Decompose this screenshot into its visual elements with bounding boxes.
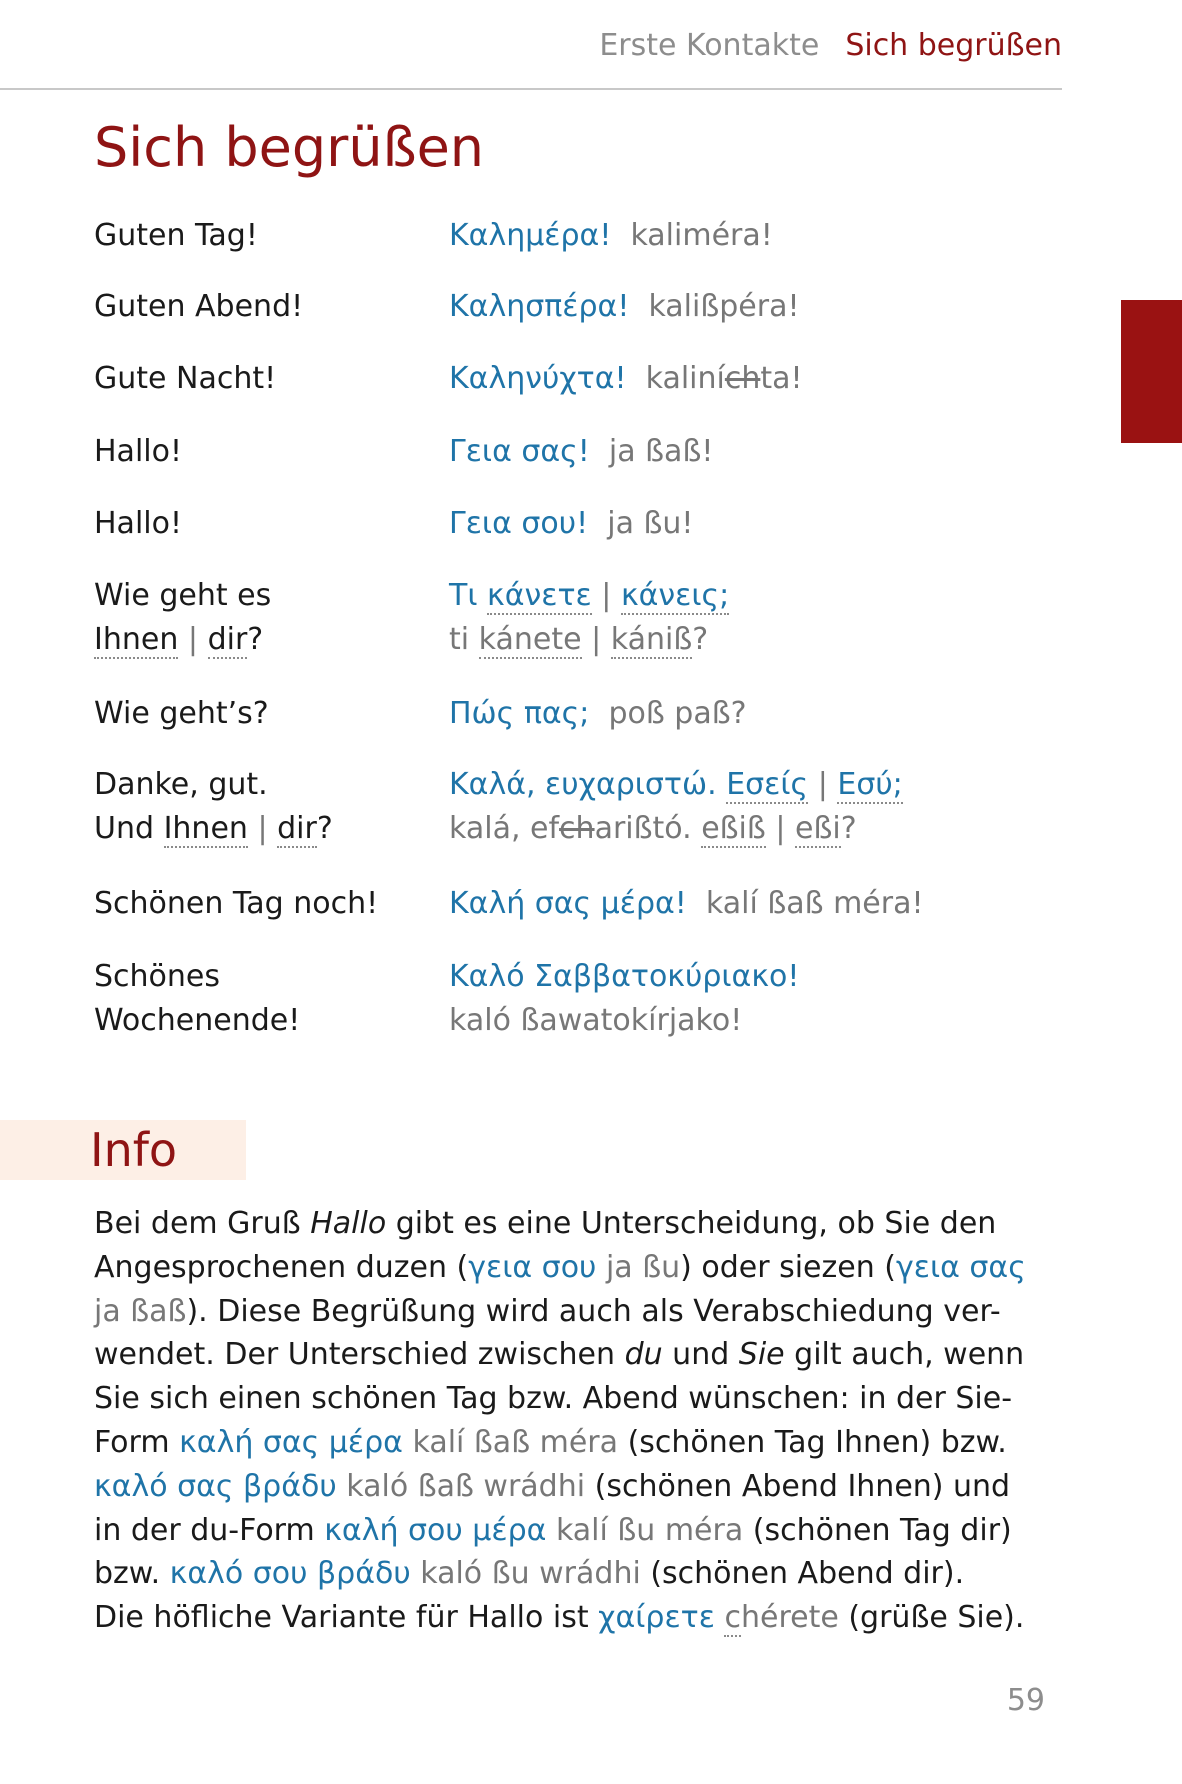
header-rule [0, 88, 1062, 90]
transliteration: ti kánete | kániß? [449, 622, 709, 657]
greek-text: Καλό Σαββατοκύριακο! [449, 959, 800, 994]
german-phrase: Wie geht’s? [94, 696, 269, 731]
running-head-chapter: Erste Kontakte [599, 28, 820, 63]
running-head [599, 28, 1062, 63]
transliteration: kalißpéra! [648, 289, 800, 324]
german-phrase: Guten Abend! [94, 289, 304, 324]
german-phrase: Wie geht es Ihnen | dir? [94, 578, 272, 657]
informal-option: dir [207, 622, 248, 657]
greek-text: Πώς πας; [449, 696, 590, 731]
transliteration: poß paß? [608, 696, 747, 731]
greek-phrase [449, 285, 1069, 329]
greek-phrase [449, 882, 1069, 926]
greek-phrase [449, 430, 1069, 474]
greek-phrase [449, 214, 1069, 258]
transliteration: kaliníchta! [645, 361, 803, 396]
greek-phrase [449, 955, 1069, 1043]
page-title: Sich begrüßen [94, 116, 485, 179]
greek-text: Καλά, ευχαριστώ. Εσείς | Εσύ; [449, 767, 903, 802]
greek-text: Γεια σας! [449, 434, 590, 469]
chapter-thumb-tab [1121, 300, 1182, 443]
transliteration: kalá, efcharißtó. eßiß | eßi? [449, 811, 857, 846]
greek-text: Καλημέρα! [449, 218, 612, 253]
transliteration: ja ßu! [607, 506, 694, 541]
greek-phrase [449, 502, 1069, 546]
greek-phrase [449, 692, 1069, 736]
greek-text: Καλή σας μέρα! [449, 886, 687, 921]
greek-phrase [449, 574, 1069, 662]
formal-option: Ihnen [163, 811, 248, 846]
german-phrase: Guten Tag! [94, 218, 258, 253]
ch-sound-mark: ch [559, 811, 595, 846]
info-paragraph: Bei dem Gruß Hallo gibt es eine Unterscheidung, ob Sie den Angesprochenen duzen (γεια σου ja ßu) oder siezen (γεια σας ja ßaß). Diese Begrüßung wird auch als Verabschiedung ver- wendet. Der Unterschied zwischen du und Sie gilt auch, wenn Sie sich einen schönen Tag bzw. Abend wünschen: in der Sie- Form καλή σας μέρα kalí ßaß méra (schönen Tag Ihnen) bzw. καλό σας βράδυ kaló ßaß wrádhi (schönen Abend Ihnen) und in der du-Form καλή σου μέρα kalí ßu méra (schönen Tag dir) bzw. καλό σου βράδυ kaló ßu wrádhi (schönen Abend dir). Die höfliche Variante für Hallo ist χαίρετε chérete (grüße Sie). [94, 1206, 1026, 1636]
greek-phrase [449, 763, 1069, 851]
greek-text: Τι κάνετε | κάνεις; [449, 578, 730, 613]
german-phrase: Schönes Wochenende! [94, 959, 301, 1038]
transliteration: ja ßaß! [608, 434, 714, 469]
transliteration: kaló ßawatokírjako! [449, 1003, 743, 1038]
running-head-topic: Sich begrüßen [845, 28, 1062, 63]
transliteration: kaliméra! [630, 218, 773, 253]
german-phrase: Schönen Tag noch! [94, 886, 379, 921]
informal-option: dir [277, 811, 317, 846]
formal-option: Ihnen [94, 622, 179, 657]
greek-text: Γεια σου! [449, 506, 589, 541]
transliteration: kalí ßaß méra! [705, 886, 924, 921]
german-phrase: Hallo! [94, 506, 182, 541]
greek-text: Καληνύχτα! [449, 361, 627, 396]
ch-sound-mark: ch [724, 361, 761, 396]
greek-text: Καλησπέρα! [449, 289, 630, 324]
german-phrase: Danke, gut. Und Ihnen | dir? [94, 767, 333, 846]
german-phrase: Hallo! [94, 434, 182, 469]
greek-phrase [449, 357, 1069, 401]
info-heading: Info [90, 1123, 178, 1177]
german-phrase: Gute Nacht! [94, 361, 277, 396]
page-number: 59 [1006, 1683, 1045, 1718]
